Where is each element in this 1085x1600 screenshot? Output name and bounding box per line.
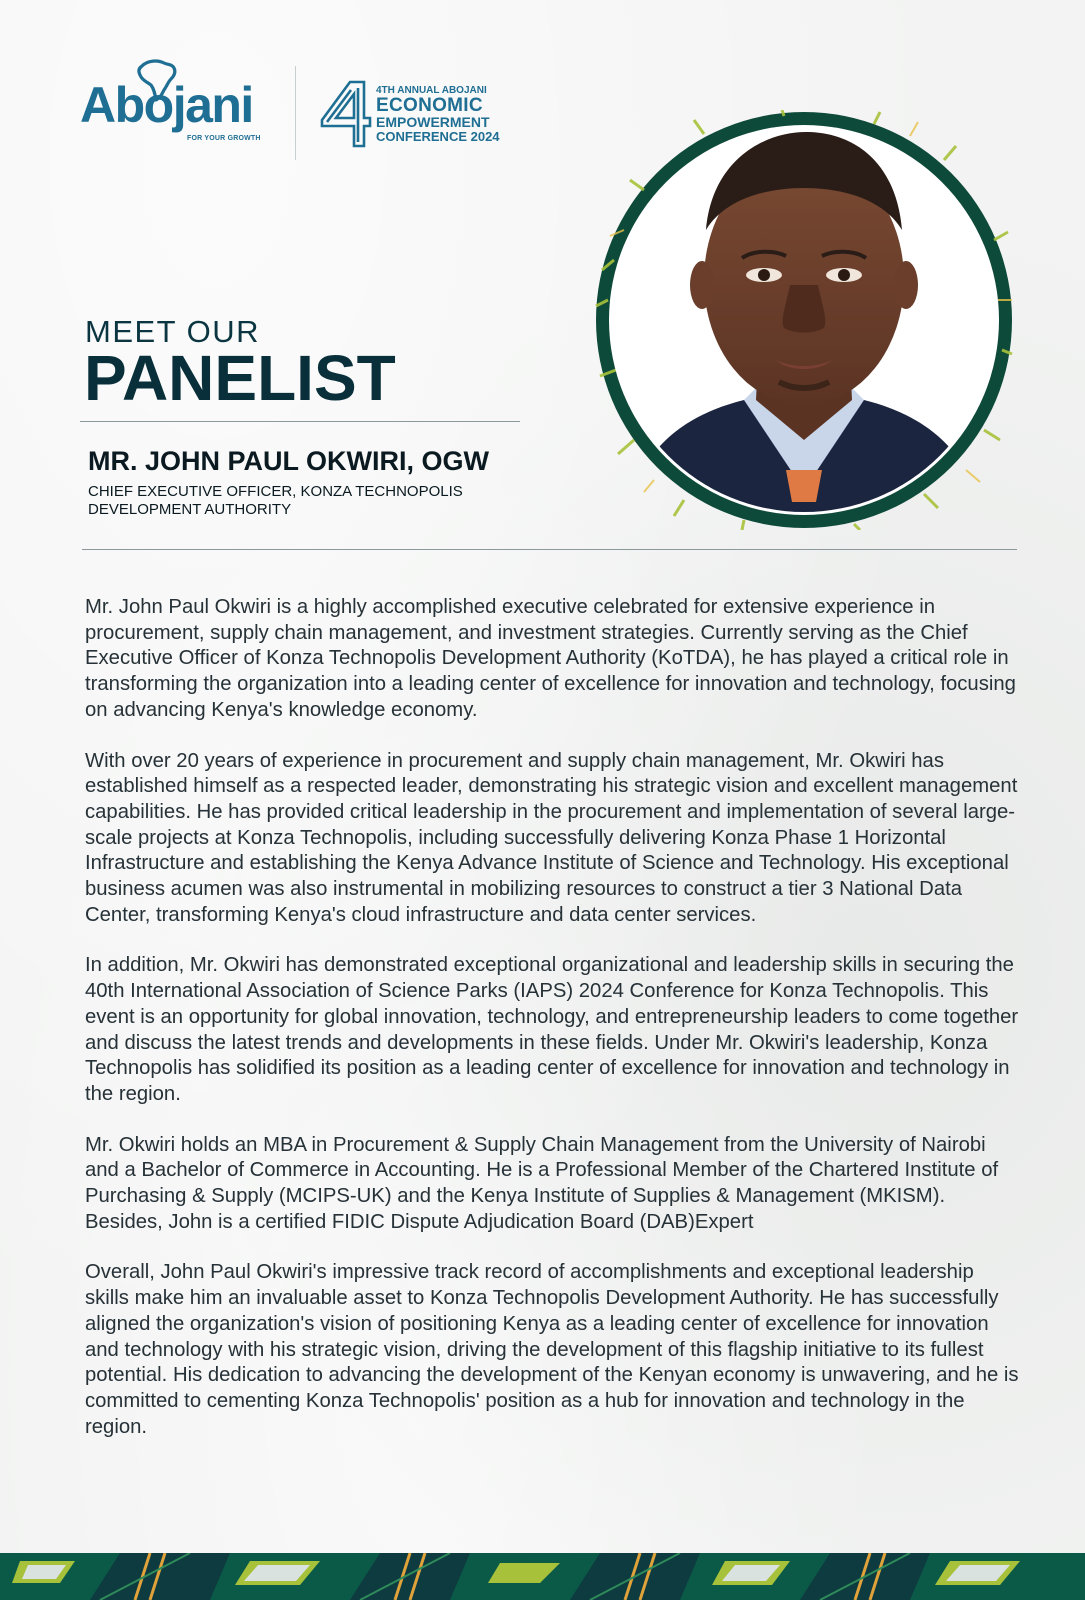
footer-pattern [0,1553,1085,1600]
panelist-portrait [594,110,1014,530]
bio-section [85,595,1020,1465]
page-title: PANELIST [84,342,396,414]
panelist-role: CHIEF EXECUTIVE OFFICER, KONZA TECHNOPOLIS DEVELOPMENT AUTHORITY [88,483,463,518]
bio-paragraph: Mr. Okwiri holds an MBA in Procurement & Supply Chain Management from the University of Nairobi and a Bachelor of Commerce in Accounting. He is a Professional Member of the Chartered Institute of Purchasing & Supply (MCIPS-UK) and the Kenya Institute of Supplies & Management (MKISM). Besides, John is a certified FIDIC Dispute Adjudication Board (DAB)Expert [85,1133,999,1233]
conference-title-line3: CONFERENCE 2024 [376,129,500,144]
number-four-icon [320,80,372,148]
bio-paragraph: In addition, Mr. Okwiri has demonstrated exceptional organizational and leadership skills in securing the 40th International Association of Science Parks (IAPS) 2024 Conference for Konza Technopolis. This event is an opportunity for global innovation, technology, and entrepreneurship leaders to come together and discuss the latest trends and developments in these fields. Under Mr. Okwiri's leadership, Konza Technopolis has solidified its position as a leading center of excellence for innovation and technology in the region. [85,954,1019,1105]
bio-paragraph: Mr. John Paul Okwiri is a highly accomplished executive celebrated for extensive experience in procurement, supply chain management, and investment strategies. Currently serving as the Chief Executive Officer of Konza Technopolis Development Authority (KoTDA), he has played a critical role in transforming the organization into a leading center of excellence for innovation and technology, focusing on advancing Kenya's knowledge economy. [85,596,1016,721]
conference-title-line1: ECONOMIC [376,95,483,116]
conference-logo [320,80,520,150]
headline-kicker: MEET OUR [85,314,261,349]
logo-divider [295,66,296,160]
bio-paragraph: With over 20 years of experience in procurement and supply chain management, Mr. Okwiri has established himself as a respected leader, demonstrating his strategic vision and excellent management capabilities. He has provided critical leadership in the procurement and implementation of several large-scale projects at Konza Technopolis, including successfully delivering Konza Phase 1 Horizontal Infrastructure and establishing the Kenya Advance Institute of Science and Technology. His exceptional business acumen was also instrumental in mobilizing resources to construct a tier 3 National Data Center, transforming Kenya's cloud infrastructure and data center services. [85,749,1018,926]
abojani-logo [80,58,265,150]
title-divider [80,421,520,422]
panelist-name: MR. JOHN PAUL OKWIRI, OGW [88,446,489,476]
abojani-tagline: FOR YOUR GROWTH [187,135,261,142]
abojani-wordmark: Abojani [80,77,253,133]
section-divider [82,549,1017,550]
bio-paragraph: Overall, John Paul Okwiri's impressive track record of accomplishments and exceptional leadership skills make him an invaluable asset to Konza Technopolis Development Authority. He has successfully aligned the organization's vision of positioning Kenya as a leading center of excellence for innovation and technology with his strategic vision, driving the development of this flagship initiative to its fullest potential. His dedication to advancing the development of the Kenyan economy is unwavering, and he is committed to cementing Konza Technopolis' position as a hub for innovation and technology in the region. [85,1261,1019,1438]
conference-edition: 4TH ANNUAL ABOJANI [376,85,487,96]
conference-title-line2: EMPOWERMENT [376,114,490,130]
